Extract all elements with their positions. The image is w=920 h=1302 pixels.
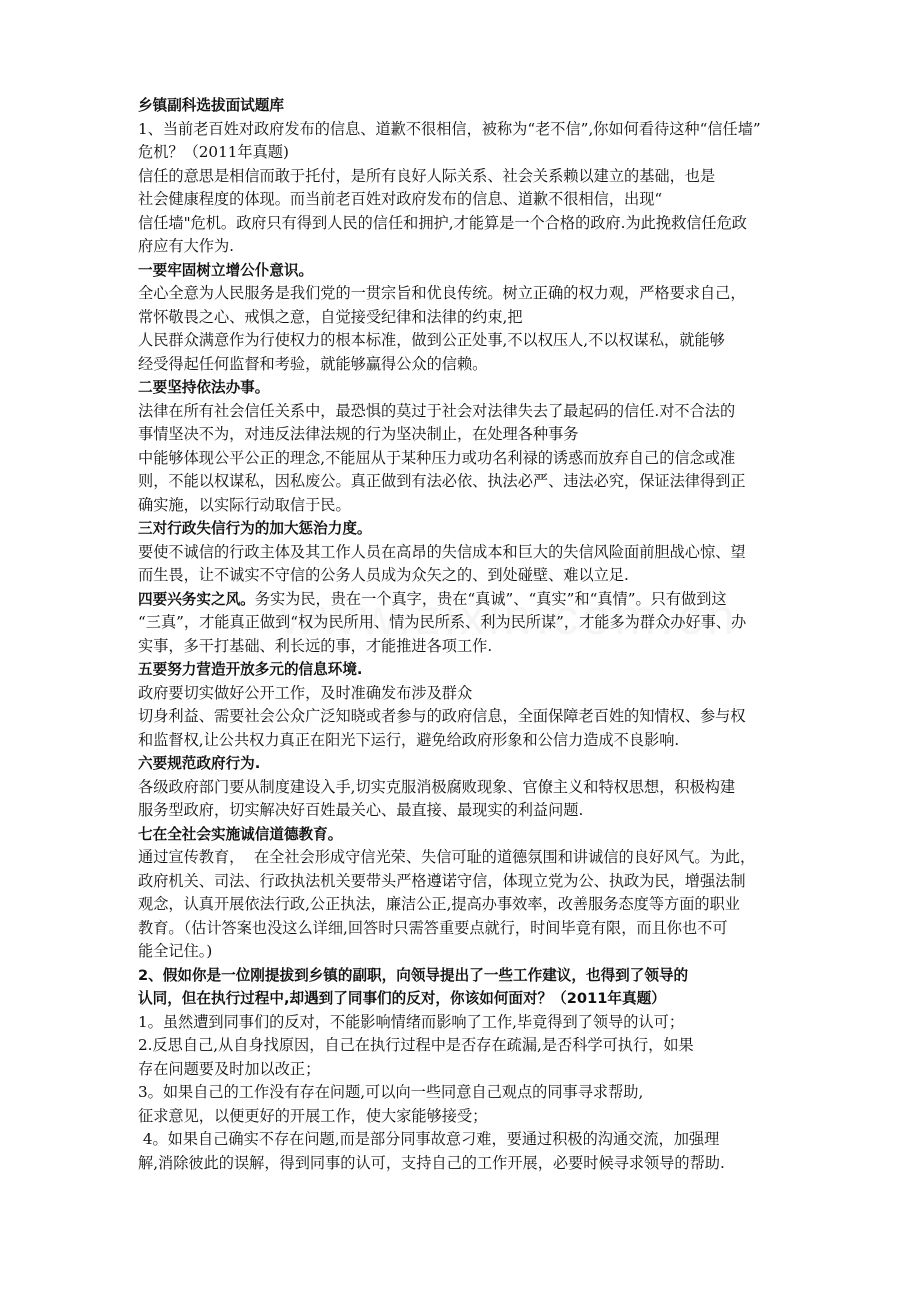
text-line: 则，不能以权谋私，因私废公。真正做到有法必依、执法必严、违法必究，保证法律得到正 bbox=[138, 472, 746, 490]
text-line: “三真”，才能真正做到“权为民所用、情为民所系、利为民所谋”，才能多为群众办好事、办 bbox=[138, 613, 747, 631]
inline-text: 务实为民，贵在一个真字，贵在“真诚”、“真实”和“真情”。只有做到这 bbox=[254, 589, 727, 608]
text-line: 社会健康程度的体现。而当前老百姓对政府发布的信息、道歉不很相信，出现“ bbox=[138, 190, 663, 208]
text-line: 信任的意思是相信而敢于托付，是所有良好人际关系、社会关系赖以建立的基础，也是 bbox=[138, 166, 716, 185]
section-heading: 五要努力营造开放多元的信息环境. bbox=[138, 661, 363, 678]
text-line: 实事，多干打基础、利长远的事，才能推进各项工作. bbox=[138, 636, 493, 655]
section-heading: 三对行政失信行为的加大惩治力度。 bbox=[138, 520, 372, 537]
text-line: 政府机关、司法、行政执法机关要带头严格遵诺守信，体现立党为公、执政为民，增强法制 bbox=[138, 871, 746, 890]
text-line: 4。如果自己确实不存在问题,而是部分同事故意刁难，要通过积极的沟通交流，加强理 bbox=[138, 1130, 720, 1148]
section-heading: 二要坚持依法办事。 bbox=[138, 379, 270, 396]
text-line: 法律在所有社会信任关系中，最恐惧的莫过于社会对法律失去了最起码的信任.对不合法的 bbox=[138, 401, 736, 420]
text-line: 能全记住。) bbox=[138, 942, 213, 960]
text-line: 政府要切实做好公开工作，及时准确发布涉及群众 bbox=[138, 683, 473, 702]
text-line: 存在问题要及时加以改正； bbox=[138, 1059, 321, 1078]
text-line: 中能够体现公平公正的理念,不能屈从于某种压力或功名利禄的诱惑而放弃自己的信念或准 bbox=[138, 448, 736, 467]
section-heading: 七在全社会实施诚信道德教育。 bbox=[138, 825, 343, 843]
section-heading: 乡镇副科选拔面试题库 bbox=[138, 97, 284, 114]
text-line: 教育。（估计答案也没这么详细,回答时只需答重要点就行，时间毕竟有限，而且你也不可 bbox=[138, 918, 728, 937]
text-line: 2.反思自己,从自身找原因，自己在执行过程中是否存在疏漏,是否科学可执行，如果 bbox=[138, 1036, 694, 1054]
document-body bbox=[138, 94, 788, 1175]
text-line: 确实施，以实际行动取信于民。 bbox=[138, 495, 351, 514]
text-line: 而生畏，让不诚实不守信的公务人员成为众矢之的、到处碰壁、难以立足. bbox=[138, 566, 629, 584]
text-line: 事情坚决不为，对违反法律法规的行为坚决制止，在处理各种事务 bbox=[138, 425, 579, 443]
text-line: 解,消除彼此的误解，得到同事的认可，支持自己的工作开展，必要时候寻求领导的帮助. bbox=[138, 1153, 725, 1172]
text-line: 经受得起任何监督和考验，就能够赢得公众的信赖。 bbox=[138, 354, 488, 373]
text-line: 服务型政府，切实解决好百姓最关心、最直接、最现实的利益问题. bbox=[138, 801, 584, 819]
text-line: 危机？（2011年真题) bbox=[138, 143, 289, 161]
section-heading: 2、假如你是一位刚提拔到乡镇的副职，向领导提出了一些工作建议，也得到了领导的 bbox=[138, 966, 689, 984]
section-heading: 一要牢固树立增公仆意识。 bbox=[138, 261, 314, 279]
text-line: 1、当前老百姓对政府发布的信息、道歉不很相信，被称为“老不信”,你如何看待这种“信任墙” bbox=[138, 119, 761, 138]
text-line: 观念，认真开展依法行政,公正执法，廉洁公正,提高办事效率，改善服务态度等方面的职业 bbox=[138, 895, 740, 913]
text-line: 3。如果自己的工作没有存在问题,可以向一些同意自己观点的同事寻求帮助, bbox=[138, 1083, 644, 1101]
text-line: 通过宣传教育， 在全社会形成守信光荣、失信可耻的道德氛围和讲诚信的良好风气。为此， bbox=[138, 848, 756, 866]
inline-heading: 四要兴务实之风。 bbox=[138, 590, 255, 608]
text-line: 全心全意为人民服务是我们党的一贯宗旨和优良传统。树立正确的权力观，严格要求自己， bbox=[138, 284, 746, 302]
text-line: 1。虽然遭到同事们的反对，不能影响情绪而影响了工作,毕竟得到了领导的认可； bbox=[138, 1012, 685, 1031]
text-line: 各级政府部门要从制度建设入手,切实克服消极腐败现象、官僚主义和特权思想，积极构建 bbox=[138, 777, 736, 796]
text-line: 信任墙"危机。政府只有得到人民的信任和拥护,才能算是一个合格的政府.为此挽救信任危政 bbox=[138, 213, 747, 232]
text-line: 常怀敬畏之心、戒惧之意，自觉接受纪律和法律的约束,把 bbox=[138, 307, 523, 326]
text-line: 人民群众满意作为行使权力的根本标准，做到公正处事,不以权压人,不以权谋私，就能够 bbox=[138, 331, 725, 349]
section-heading: 六要规范政府行为. bbox=[138, 755, 261, 772]
text-line bbox=[138, 588, 788, 612]
text-line: 要使不诚信的行政主体及其工作人员在高昂的失信成本和巨大的失信风险面前胆战心惊、望 bbox=[138, 542, 746, 561]
section-heading: 认同，但在执行过程中,却遇到了同事们的反对，你该如何面对？（2011年真题） bbox=[138, 990, 666, 1007]
text-line: 切身利益、需要社会公众广泛知晓或者参与的政府信息，全面保障老百姓的知情权、参与权 bbox=[138, 707, 746, 725]
text-line: 征求意见，以便更好的开展工作，使大家能够接受； bbox=[138, 1106, 488, 1125]
text-line: 和监督权,让公共权力真正在阳光下运行，避免给政府形象和公信力造成不良影响. bbox=[138, 730, 680, 749]
text-line: 府应有大作为. bbox=[138, 237, 234, 255]
